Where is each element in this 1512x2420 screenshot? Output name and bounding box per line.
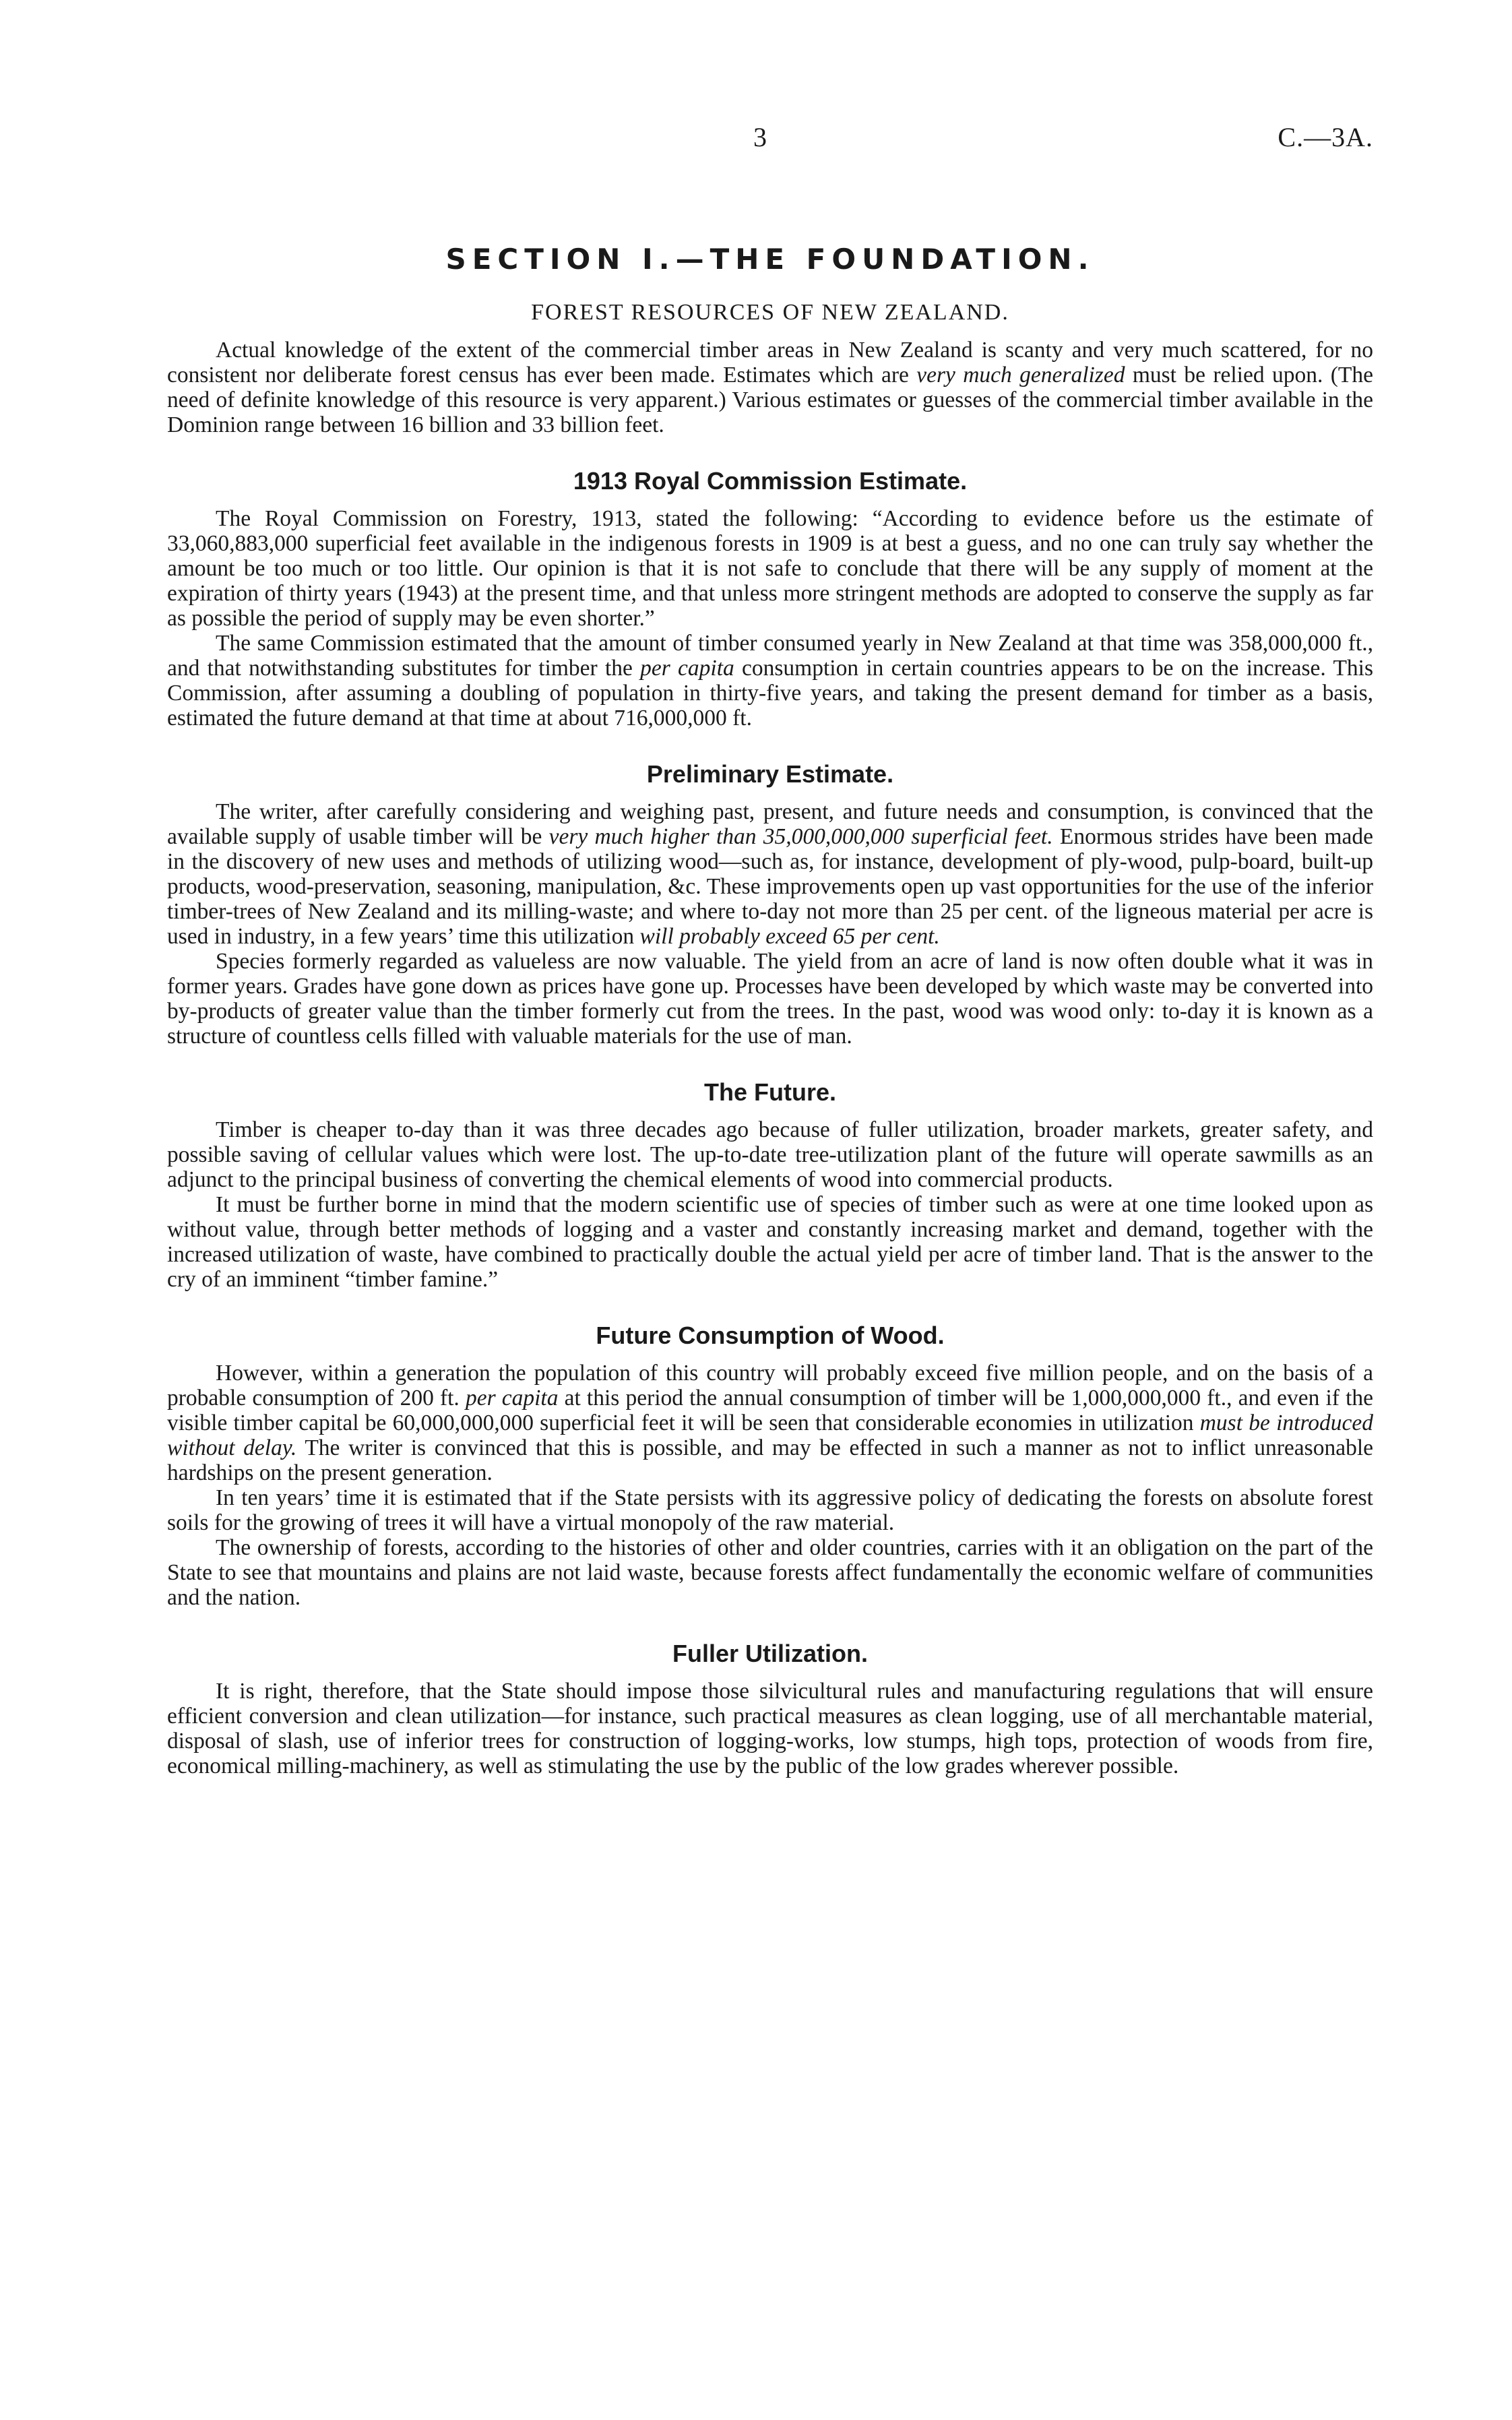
heading-future-consumption: Future Consumption of Wood. — [596, 1322, 945, 1349]
intro-paragraph: Actual knowledge of the extent of the commercial timber areas in New Zealand is scanty and very much scattered, for no consistent nor deliberate forest census has ever been made. Estimates which are very much generalized must be relied upon. (The need of definite knowledge of this resource is very apparent.) Various estimates or guesses of the commercial timber available in the Dominion range between 16 billion and 33 billion feet. — [167, 338, 1373, 437]
future-paragraph-1: Timber is cheaper to-day than it was three decades ago because of fuller utilization, broader markets, greater safety, and possible saving of cellular values which were lost. The up-to-date tree-utilization plant of the future will operate sawmills as an adjunct to the principal business of converting the chemical elements of wood into commercial products. — [167, 1117, 1373, 1192]
heading-royal-commission: 1913 Royal Commission Estimate. — [573, 467, 968, 495]
document-page — [167, 121, 1373, 1778]
future-consumption-paragraph-3: The ownership of forests, according to the histories of other and older countries, carries with it an obligation on the part of the State to see that mountains and plains are not laid waste, because forests affect fundamentally the economic welfare of communities and the nation. — [167, 1535, 1373, 1610]
section-subtitle: FOREST RESOURCES OF NEW ZEALAND. — [531, 300, 1009, 325]
heading-fuller-utilization: Fuller Utilization. — [672, 1640, 868, 1667]
future-paragraph-2: It must be further borne in mind that the modern scientific use of species of timber such as were at one time looked upon as without value, through better methods of logging and a vaster and constantly increasing market and demand, together with the increased utilization of waste, have combined to practically double the actual yield per acre of timber land. That is the answer to the cry of an imminent “timber famine.” — [167, 1192, 1373, 1292]
preliminary-paragraph-2: Species formerly regarded as valueless are now valuable. The yield from an acre of land is now often double what it was in former years. Grades have gone down as prices have gone up. Processes have been developed by which waste may be converted into by-products of greater value than the timber formerly cut from the trees. In the past, wood was wood only: to-day it is known as a structure of countless cells filled with valuable materials for the use of man. — [167, 949, 1373, 1049]
running-head — [167, 121, 1373, 162]
heading-preliminary-estimate: Preliminary Estimate. — [646, 760, 894, 788]
fuller-utilization-paragraph-1: It is right, therefore, that the State should impose those silvicultural rules and manufacturing regulations that will ensure efficient conversion and clean utilization—for instance, such practical measures as clean logging, use of all merchantable material, disposal of slash, use of inferior trees for construction of logging-works, low stumps, high tops, protection of woods from fire, economical milling-machinery, as well as stimulating the use by the public of the low grades wherever possible. — [167, 1679, 1373, 1778]
page-number: 3 — [753, 122, 767, 152]
royal-commission-paragraph-2: The same Commission estimated that the amount of timber consumed yearly in New Zealand at that time was 358,000,000 ft., and that notwithstanding substitutes for timber the per capita consumption in certain countries appears to be on the increase. This Commission, after assuming a doubling of population in thirty-five years, and taking the present demand for timber as a basis, estimated the future demand at that time at about 716,000,000 ft. — [167, 631, 1374, 731]
royal-commission-paragraph-1: The Royal Commission on Forestry, 1913, stated the following: “According to evidence before us the estimate of 33,060,883,000 superficial feet available in the indigenous forests in 1909 is at best a guess, and no one can truly say whether the amount be too much or too little. Our opinion is that it is not safe to conclude that there will be any supply of moment at the expiration of thirty years (1943) at the present time, and that unless more stringent methods are adopted to conserve the supply as far as possible the period of supply may be even shorter.” — [167, 506, 1373, 631]
future-consumption-paragraph-2: In ten years’ time it is estimated that if the State persists with its aggressive policy of dedicating the forests on absolute forest soils for the growing of trees it will have a virtual monopoly of the raw material. — [167, 1485, 1373, 1535]
section-title: SECTION I.—THE FOUNDATION. — [445, 243, 1095, 276]
heading-the-future: The Future. — [704, 1078, 836, 1106]
future-consumption-paragraph-1: However, within a generation the population of this country will probably exceed five million people, and on the basis of a probable consumption of 200 ft. per capita at this period the annual consumption of timber will be 1,000,000,000 ft., and even if the visible timber capital be 60,000,000,000 superficial feet it will be seen that considerable economies in utilization must be introduced without delay. The writer is convinced that this is possible, and may be effected in such a manner as not to inflict unreasonable hardships on the present generation. — [167, 1361, 1374, 1485]
preliminary-paragraph-1: The writer, after carefully considering and weighing past, present, and future needs and consumption, is convinced that the available supply of usable timber will be very much higher than 35,000,000,000 superficial feet. Enormous strides have been made in the discovery of new uses and methods of utilizing wood—such as, for instance, development of ply-wood, pulp-board, built-up products, wood-preservation, seasoning, manipulation, &c. These improvements open up vast opportunities for the use of the inferior timber-trees of New Zealand and its milling-waste; and where to-day not more than 25 per cent. of the ligneous material per acre is used in industry, in a few years’ time this utilization will probably exceed 65 per cent. — [167, 799, 1374, 949]
document-code: C.—3A. — [1278, 122, 1373, 152]
